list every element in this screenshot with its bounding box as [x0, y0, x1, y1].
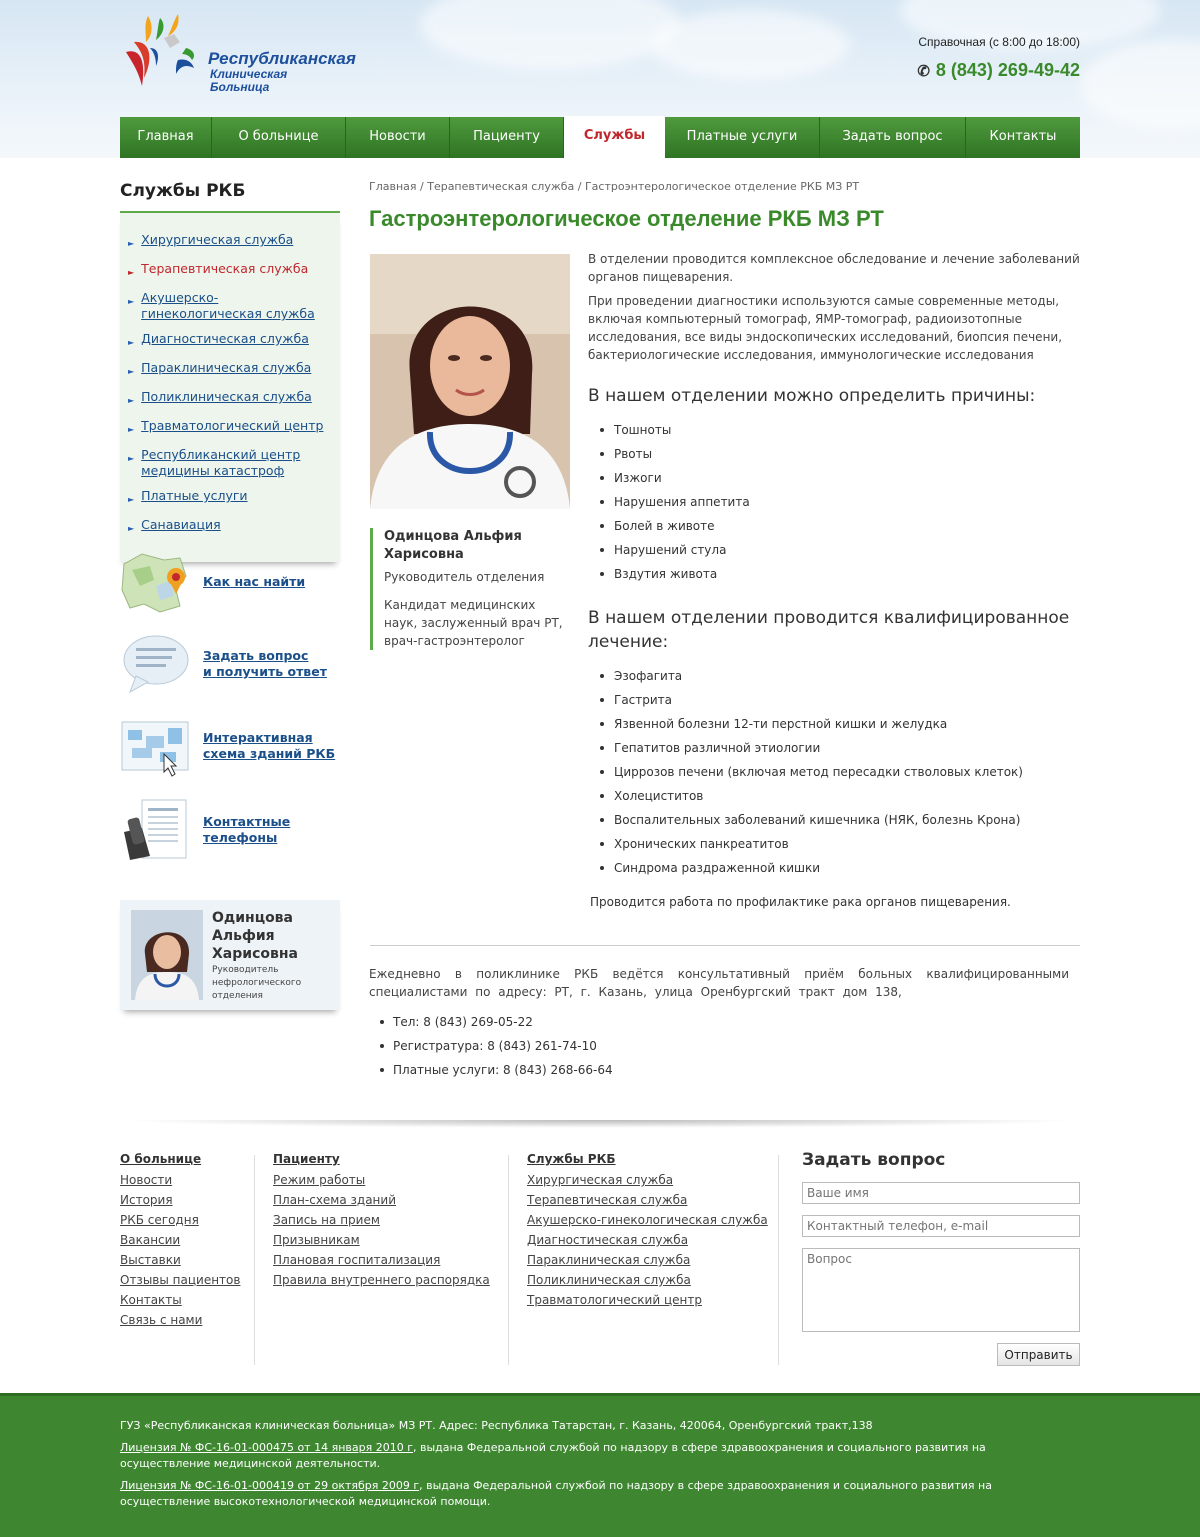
breadcrumb-home[interactable]: Главная	[369, 180, 417, 193]
submit-button[interactable]: Отправить	[997, 1343, 1080, 1366]
footer-link[interactable]: Акушерско-гинекологическая служба	[527, 1213, 768, 1227]
contact-phones-link[interactable]: Контактные телефоны	[203, 814, 291, 845]
sidebar-item[interactable]	[128, 290, 340, 322]
contact-list	[380, 1010, 613, 1082]
arrow-bullet-icon: ►	[128, 454, 135, 463]
footer-heading-services[interactable]: Службы РКБ	[527, 1152, 616, 1166]
phone-icon: ✆	[917, 63, 930, 80]
footer-link[interactable]: Диагностическая служба	[527, 1233, 689, 1247]
arrow-bullet-icon: ►	[128, 239, 135, 248]
arrow-bullet-icon: ►	[128, 297, 135, 306]
causes-heading: В нашем отделении можно определить причины:	[588, 386, 1036, 406]
diagnostics-paragraph: При проведении диагностики используются самые современные методы, включая компьютерный томограф, ЯМР-томограф, радиоизотопные исследования, все виды эндоскопических исследований, биопсия печени, бактериологические исследования, иммунологические исследования	[588, 294, 1063, 362]
sidebar-link-therapy[interactable]: Терапевтическая служба	[141, 261, 309, 276]
head-doctor-degree: Кандидат медицинских наук, заслуженный врач РТ, врач-гастроэнтеролог	[384, 598, 563, 648]
head-doctor-role: Руководитель отделения	[384, 570, 545, 584]
license-1-link[interactable]: Лицензия № ФС-16-01-000475 от 14 января 2010 г	[120, 1441, 413, 1454]
footer-link[interactable]: Плановая госпитализация	[273, 1253, 441, 1267]
footer-link[interactable]: Выставки	[120, 1253, 181, 1267]
sidebar-item[interactable]	[128, 389, 340, 409]
nav-item-contacts[interactable]: Контакты	[989, 129, 1057, 144]
footer-link[interactable]: Отзывы пациентов	[120, 1273, 241, 1287]
sidebar-item[interactable]	[128, 418, 340, 438]
footer-link[interactable]: Правила внутреннего распорядка	[273, 1273, 490, 1287]
sidebar-item[interactable]	[128, 331, 340, 351]
footer-col-about	[120, 1150, 240, 1330]
arrow-bullet-icon: ►	[128, 495, 135, 504]
breadcrumb: Главная / Терапевтическая служба / Гастроэнтерологическое отделение РКБ МЗ РТ	[369, 180, 860, 193]
footer-separator	[778, 1155, 779, 1365]
nav-item-about[interactable]: О больнице	[212, 117, 346, 158]
footer-link[interactable]: РКБ сегодня	[120, 1213, 199, 1227]
question-textarea[interactable]	[802, 1248, 1080, 1332]
footer-link[interactable]: План-схема зданий	[273, 1193, 396, 1207]
logo-text: Республиканская Клиническая Больница	[208, 49, 356, 94]
license-1-text: , выдана Федеральной службой по надзору в сфере здравоохранения и социального развития на осуществление медицинской деятельности.	[120, 1441, 986, 1470]
list-item: Хронических панкреатитов	[600, 832, 1088, 856]
contact-input[interactable]	[802, 1215, 1080, 1237]
arrow-bullet-icon: ►	[128, 268, 135, 277]
nav-item-news[interactable]: Новости	[346, 117, 450, 158]
list-item: Тел: 8 (843) 269-05-22	[380, 1010, 613, 1034]
breadcrumb-current: Гастроэнтерологическое отделение РКБ МЗ РТ	[584, 180, 860, 193]
main-content	[369, 180, 1089, 231]
footer-heading-about[interactable]: О больнице	[120, 1152, 202, 1166]
footer-license-2	[120, 1478, 1050, 1510]
list-item: Тошноты	[600, 418, 1088, 442]
nav-item-services[interactable]: Службы	[564, 116, 665, 158]
footer-link[interactable]: Контакты	[120, 1293, 182, 1307]
arrow-bullet-icon: ►	[128, 425, 135, 434]
sidebar-title: Службы РКБ	[120, 175, 340, 213]
head-doctor-name: Одинцова Альфия Харисовна	[384, 529, 522, 562]
footer-separator	[508, 1155, 509, 1365]
footer-link[interactable]: Связь с нами	[120, 1313, 203, 1327]
department-description	[588, 250, 1088, 880]
footer-link[interactable]: История	[120, 1193, 173, 1207]
main-nav	[120, 117, 1080, 158]
list-item: Гепатитов различной этиологии	[600, 736, 1088, 760]
sidebar-item[interactable]	[128, 517, 340, 537]
list-item: Рвоты	[600, 442, 1088, 466]
sidebar-link-paid[interactable]: Платные услуги	[141, 488, 248, 503]
footer-separator	[254, 1155, 255, 1365]
list-item: Вздутия живота	[600, 562, 1088, 586]
list-item: Воспалительных заболеваний кишечника (НЯК, болезнь Крона)	[600, 808, 1088, 832]
list-item: Циррозов печени (включая метод пересадки стволовых клеток)	[600, 760, 1088, 784]
sidebar-link-obstetrics[interactable]: Акушерско-гинекологическая служба	[141, 290, 315, 321]
causes-list	[588, 418, 1088, 586]
footer-link[interactable]: Вакансии	[120, 1233, 181, 1247]
sidebar-menu	[120, 213, 340, 562]
arrow-bullet-icon: ►	[128, 396, 135, 405]
promo-contact-phones[interactable]	[120, 798, 340, 862]
footer-link[interactable]: Призывникам	[273, 1233, 360, 1247]
footer	[0, 1393, 1200, 1537]
sidebar-link-trauma[interactable]: Травматологический центр	[141, 418, 324, 433]
list-item: Нарушений стула	[600, 538, 1088, 562]
list-item: Холециститов	[600, 784, 1088, 808]
doctor-card-photo	[131, 910, 203, 1000]
sidebar	[120, 175, 340, 562]
footer-link[interactable]: Запись на прием	[273, 1213, 380, 1227]
sidebar-link-surgery[interactable]: Хирургическая служба	[141, 232, 294, 247]
arrow-bullet-icon: ►	[128, 367, 135, 376]
sidebar-item[interactable]	[128, 360, 340, 380]
nav-item-patient[interactable]: Пациенту	[450, 117, 564, 158]
sidebar-item[interactable]	[128, 488, 340, 508]
nav-item-paid[interactable]: Платные услуги	[665, 117, 820, 158]
phone-label: Справочная (с 8:00 до 18:00)	[918, 35, 1080, 49]
sidebar-link-paraclinical[interactable]: Параклиническая служба	[141, 360, 312, 375]
list-item: Гастрита	[600, 688, 1088, 712]
consultation-info: Ежедневно в поликлинике РКБ ведётся консультативный приём больных квалифицированными специалистами по адресу: РТ, г. Казань, улица Оренбургский тракт дом 138,	[369, 967, 1069, 999]
nav-item-home[interactable]: Главная	[120, 117, 212, 158]
arrow-bullet-icon: ►	[128, 524, 135, 533]
sidebar-item-active[interactable]	[128, 261, 340, 281]
footer-link[interactable]: Новости	[120, 1173, 173, 1187]
footer-link[interactable]: Режим работы	[273, 1173, 366, 1187]
sidebar-item[interactable]	[128, 232, 340, 252]
prevention-note: Проводится работа по профилактике рака органов пищеварения.	[590, 895, 1011, 909]
list-item: Язвенной болезни 12-ти перстной кишки и желудка	[600, 712, 1088, 736]
sidebar-link-disaster[interactable]: Республиканский центр медицины катастроф	[141, 447, 301, 478]
treatment-heading: В нашем отделении проводится квалифицированное лечение:	[588, 608, 1070, 652]
footer-col-services	[527, 1150, 768, 1310]
phone-directory-icon	[120, 798, 190, 862]
map-icon	[120, 550, 190, 614]
sidebar-link-aviation[interactable]: Санавиация	[141, 517, 221, 532]
intro-paragraph: В отделении проводится комплексное обследование и лечение заболеваний органов пищеварения.	[588, 252, 1080, 284]
find-us-link[interactable]: Как нас найти	[203, 574, 306, 589]
speech-bubble-icon	[120, 632, 190, 696]
promo-find-us[interactable]	[120, 550, 340, 614]
list-item: Изжоги	[600, 466, 1088, 490]
sidebar-link-diagnostics[interactable]: Диагностическая служба	[141, 331, 309, 346]
footer-col-patient	[273, 1150, 490, 1290]
list-item: Регистратура: 8 (843) 261-74-10	[380, 1034, 613, 1058]
list-item: Болей в животе	[600, 514, 1088, 538]
name-input[interactable]	[802, 1182, 1080, 1204]
footer-link[interactable]: Поликлиническая служба	[527, 1273, 691, 1287]
footer-license-1	[120, 1440, 1050, 1472]
footer-link[interactable]: Терапевтическая служба	[527, 1193, 688, 1207]
footer-link[interactable]: Хирургическая служба	[527, 1173, 674, 1187]
footer-link[interactable]: Параклиническая служба	[527, 1253, 691, 1267]
footer-divider	[120, 1120, 1080, 1128]
divider	[370, 945, 1080, 946]
page-title: Гастроэнтерологическое отделение РКБ МЗ РТ	[369, 206, 884, 231]
phone-number: ✆ 8 (843) 269-49-42	[917, 60, 1080, 80]
site-logo[interactable]	[120, 12, 380, 97]
logo-emblem-icon	[120, 12, 210, 97]
treatment-list	[588, 664, 1088, 880]
list-item: Нарушения аппетита	[600, 490, 1088, 514]
building-scheme-link[interactable]: Интерактивная схема зданий РКБ	[203, 730, 336, 761]
sidebar-item[interactable]	[128, 447, 340, 479]
list-item: Эзофагита	[600, 664, 1088, 688]
list-item: Синдрома раздраженной кишки	[600, 856, 1088, 880]
promo-building-scheme[interactable]	[120, 714, 340, 778]
doctor-card-name: Одинцова Альфия Харисовна	[212, 910, 298, 962]
license-2-text: , выдана Федеральной службой по надзору в сфере здравоохранения и социального развития на осуществление высокотехнологической медицинской помощи.	[120, 1479, 992, 1508]
ask-question-link[interactable]: Задать вопрос и получить ответ	[203, 648, 327, 679]
head-doctor-caption	[370, 528, 570, 650]
arrow-bullet-icon: ►	[128, 338, 135, 347]
promo-ask-question[interactable]	[120, 632, 340, 696]
breadcrumb-section[interactable]: Терапевтическая служба	[427, 180, 575, 193]
list-item: Платные услуги: 8 (843) 268-66-64	[380, 1058, 613, 1082]
doctor-card[interactable]	[120, 900, 340, 1010]
nav-item-ask[interactable]: Задать вопрос	[820, 117, 966, 158]
footer-address: ГУЗ «Республиканская клиническая больница» МЗ РТ. Адрес: Республика Татарстан, г. Казань, 420064, Оренбургский тракт,138	[120, 1419, 873, 1432]
building-scheme-icon	[120, 714, 190, 778]
footer-link[interactable]: Травматологический центр	[527, 1293, 702, 1307]
doctor-card-role: Руководитель нефрологического отделения	[212, 965, 302, 1001]
license-2-link[interactable]: Лицензия № ФС-16-01-000419 от 29 октября 2009 г	[120, 1479, 420, 1492]
sidebar-link-polyclinic[interactable]: Поликлиническая служба	[141, 389, 312, 404]
head-doctor-photo	[370, 254, 570, 509]
question-form-title: Задать вопрос	[802, 1150, 946, 1170]
footer-heading-patient[interactable]: Пациенту	[273, 1152, 340, 1166]
